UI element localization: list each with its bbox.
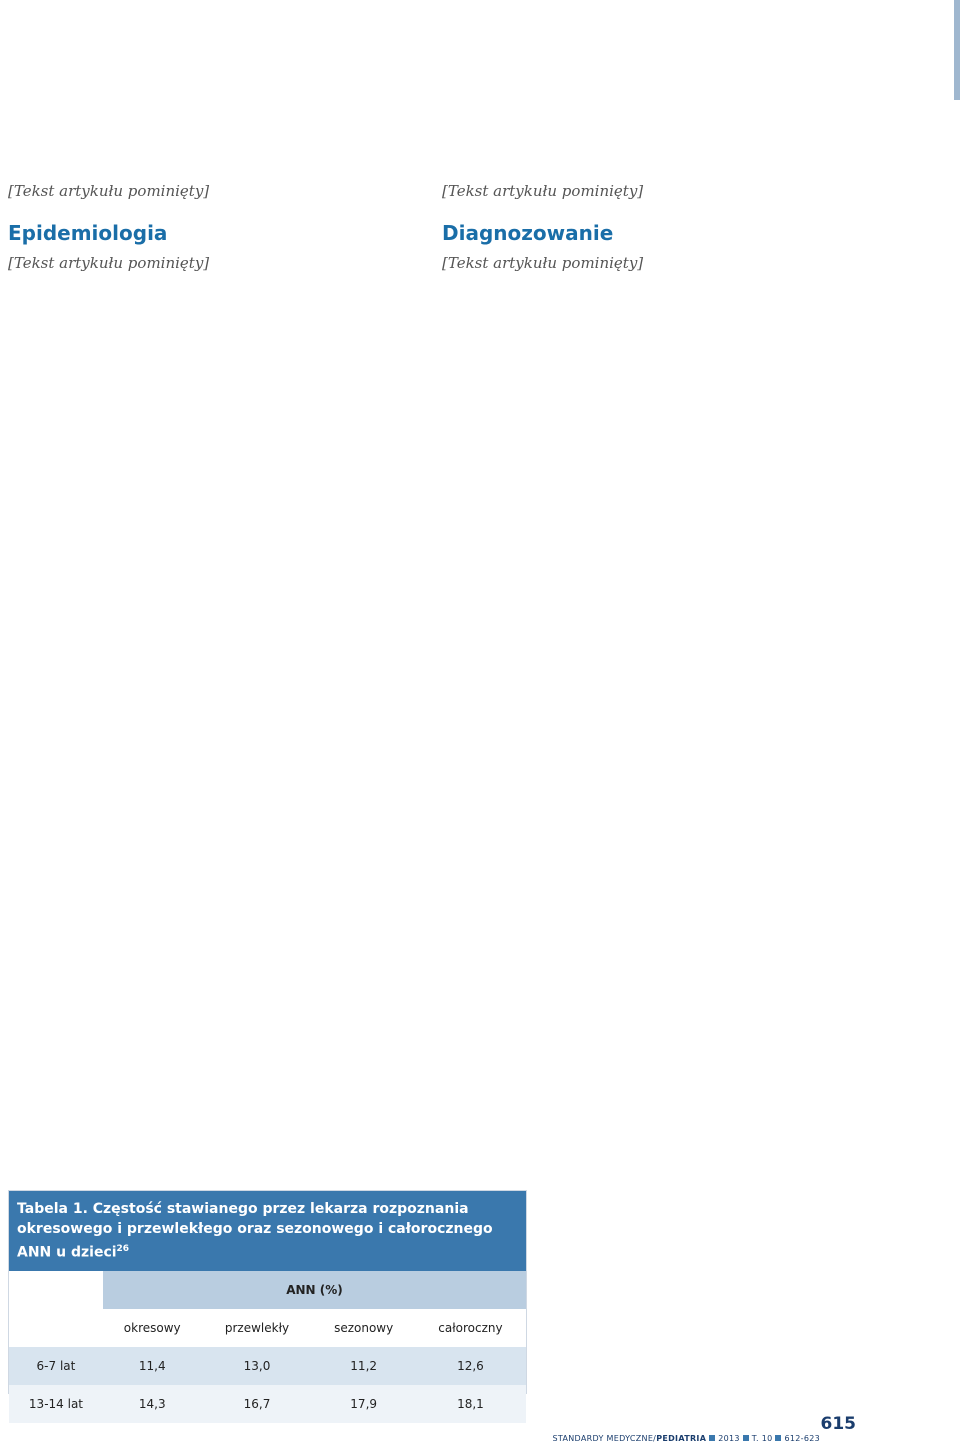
table-cell: 11,2 (312, 1347, 414, 1385)
table-col-header: całoroczny (415, 1309, 526, 1347)
page-edge-bar (954, 0, 960, 100)
table-1 (8, 1190, 527, 1411)
left-column (8, 180, 423, 284)
table-col-header: okresowy (103, 1309, 202, 1347)
table-row-label: 13-14 lat (9, 1385, 103, 1423)
table-caption (9, 1191, 526, 1271)
table-caption-text: Tabela 1. Częstość stawianego przez lekarza rozpoznania okresowego i przewlekłego oraz sezonowego i całorocznego ANN u dzieci (17, 1201, 493, 1261)
table-cell: 14,3 (103, 1385, 202, 1423)
table-row (9, 1347, 526, 1385)
table-cell: 18,1 (415, 1385, 526, 1423)
table-corner (9, 1271, 103, 1309)
right-text-placeholder: [Tekst artykułu pominięty] (442, 182, 644, 200)
table-cell: 12,6 (415, 1347, 526, 1385)
left-text-placeholder: [Tekst artykułu pominięty] (8, 182, 210, 200)
section-heading-diagnosis: Diagnozowanie (442, 221, 614, 245)
table-cell: 13,0 (202, 1347, 313, 1385)
left-text-placeholder-2: [Tekst artykułu pominięty] (8, 254, 210, 272)
table-grid (9, 1271, 526, 1423)
footer-square-icon (709, 1435, 715, 1441)
right-column (442, 180, 858, 284)
footer-journal-a: STANDARDY MEDYCZNE/ (552, 1434, 657, 1443)
footer-journal (553, 1434, 820, 1443)
table-row-label: 6-7 lat (9, 1347, 103, 1385)
footer-journal-b: PEDIATRIA (656, 1434, 707, 1443)
table-cell: 11,4 (103, 1347, 202, 1385)
table-cell: 16,7 (202, 1385, 313, 1423)
page-number: 615 (820, 1414, 856, 1434)
table-caption-ref: 26 (116, 1244, 130, 1254)
footer-pages: 612-623 (784, 1434, 820, 1443)
right-text-placeholder-2: [Tekst artykułu pominięty] (442, 254, 644, 272)
footer-square-icon (775, 1435, 781, 1441)
footer (553, 1426, 820, 1445)
table-cell: 17,9 (312, 1385, 414, 1423)
footer-volume: T. 10 (751, 1434, 773, 1443)
footer-square-icon (743, 1435, 749, 1441)
table-group-header: ANN (%) (103, 1271, 526, 1309)
table-col-header: sezonowy (312, 1309, 414, 1347)
section-heading-epidemiology: Epidemiologia (8, 221, 168, 245)
table-row (9, 1385, 526, 1423)
table-col-header: przewlekły (202, 1309, 313, 1347)
footer-year: 2013 (718, 1434, 740, 1443)
table-corner-2 (9, 1309, 103, 1347)
